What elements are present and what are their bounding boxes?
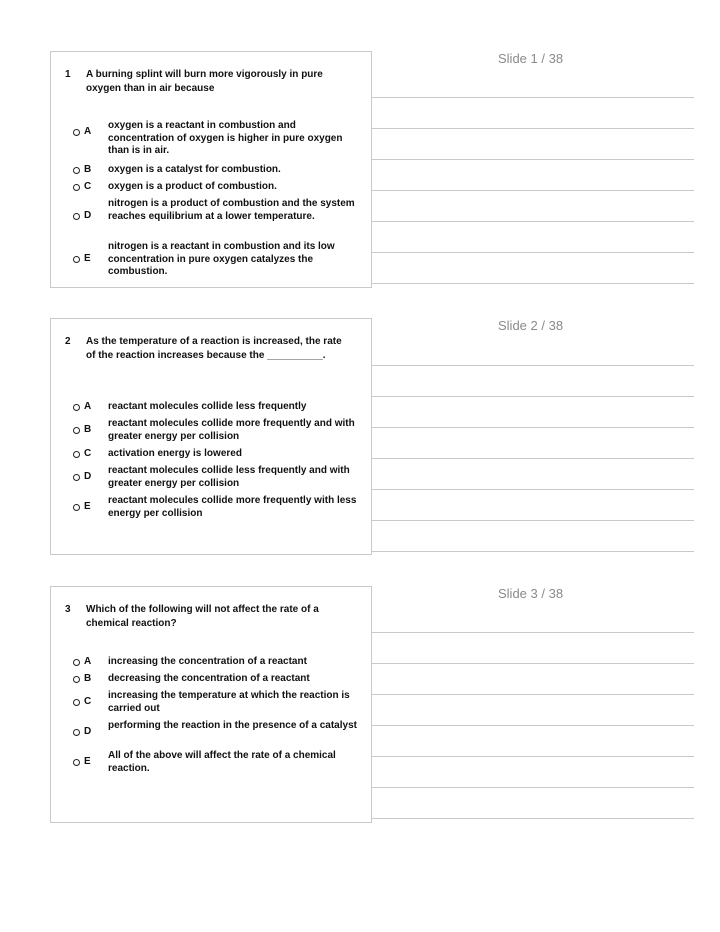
option-letter: E xyxy=(84,501,91,512)
note-line xyxy=(372,694,694,695)
option-text: activation energy is lowered xyxy=(108,448,242,459)
option-letter: A xyxy=(84,126,92,137)
option-text: oxygen is a product of combustion. xyxy=(108,181,277,192)
note-line xyxy=(372,396,694,397)
option-text: oxygen is a reactant in combustion and concentration of oxygen is higher in pure oxygen than is in air. xyxy=(108,120,343,156)
option-letter: E xyxy=(84,253,91,264)
option-text: performing the reaction in the presence of a catalyst xyxy=(108,720,357,731)
option-text: nitrogen is a reactant in combustion and its low concentration in pure oxygen catalyzes the combustion. xyxy=(108,241,335,277)
option-letter: A xyxy=(84,401,92,412)
note-line xyxy=(372,725,694,726)
radio-button-icon[interactable] xyxy=(73,451,80,458)
note-line xyxy=(372,190,694,191)
note-line xyxy=(372,787,694,788)
note-line xyxy=(372,221,694,222)
radio-button-icon[interactable] xyxy=(73,404,80,411)
radio-button-icon[interactable] xyxy=(73,659,80,666)
note-line xyxy=(372,520,694,521)
note-line xyxy=(372,458,694,459)
radio-button-icon[interactable] xyxy=(73,474,80,481)
option-letter: B xyxy=(84,424,92,435)
slide-label-3: Slide 3 / 38 xyxy=(498,586,564,601)
option-text: oxygen is a catalyst for combustion. xyxy=(108,164,281,175)
radio-button-icon[interactable] xyxy=(73,256,80,263)
option-letter: D xyxy=(84,210,92,221)
radio-button-icon[interactable] xyxy=(73,167,80,174)
radio-button-icon[interactable] xyxy=(73,427,80,434)
option-letter: D xyxy=(84,726,92,737)
question-text: Which of the following will not affect the rate of a chemical reaction? xyxy=(86,604,319,629)
option-letter: B xyxy=(84,164,92,175)
radio-button-icon[interactable] xyxy=(73,729,80,736)
option-text: decreasing the concentration of a reactant xyxy=(108,673,310,684)
option-text: reactant molecules collide more frequently and with greater energy per collision xyxy=(108,418,355,442)
option-letter: C xyxy=(84,181,92,192)
note-line xyxy=(372,365,694,366)
question-card-1 xyxy=(50,51,372,288)
note-line xyxy=(372,818,694,819)
radio-button-icon[interactable] xyxy=(73,129,80,136)
question-card-3 xyxy=(50,586,372,823)
question-text: As the temperature of a reaction is increased, the rate of the reaction increases because the __________. xyxy=(86,336,342,361)
question-number: 1 xyxy=(65,69,71,80)
option-text: reactant molecules collide less frequently and with greater energy per collision xyxy=(108,465,350,489)
note-line xyxy=(372,632,694,633)
radio-button-icon[interactable] xyxy=(73,676,80,683)
note-line xyxy=(372,97,694,98)
radio-button-icon[interactable] xyxy=(73,213,80,220)
slide-label-2: Slide 2 / 38 xyxy=(498,318,564,333)
option-letter: D xyxy=(84,471,92,482)
question-text: A burning splint will burn more vigorously in pure oxygen than in air because xyxy=(86,69,323,94)
slide-label-1: Slide 1 / 38 xyxy=(498,51,564,66)
radio-button-icon[interactable] xyxy=(73,699,80,706)
option-letter: C xyxy=(84,448,92,459)
note-line xyxy=(372,551,694,552)
note-line xyxy=(372,252,694,253)
option-letter: E xyxy=(84,756,91,767)
radio-button-icon[interactable] xyxy=(73,504,80,511)
option-letter: C xyxy=(84,696,92,707)
option-text: increasing the concentration of a reactant xyxy=(108,656,307,667)
note-line xyxy=(372,159,694,160)
note-line xyxy=(372,427,694,428)
radio-button-icon[interactable] xyxy=(73,184,80,191)
option-text: All of the above will affect the rate of a chemical reaction. xyxy=(108,750,336,774)
option-letter: A xyxy=(84,656,92,667)
option-text: nitrogen is a product of combustion and the system reaches equilibrium at a lower temperature. xyxy=(108,198,355,222)
option-letter: B xyxy=(84,673,92,684)
question-number: 2 xyxy=(65,336,71,347)
note-line xyxy=(372,283,694,284)
radio-button-icon[interactable] xyxy=(73,759,80,766)
option-text: reactant molecules collide more frequently with less energy per collision xyxy=(108,495,357,519)
question-number: 3 xyxy=(65,604,71,615)
note-line xyxy=(372,663,694,664)
note-line xyxy=(372,489,694,490)
option-text: increasing the temperature at which the reaction is carried out xyxy=(108,690,350,714)
question-card-2 xyxy=(50,318,372,555)
note-line xyxy=(372,128,694,129)
option-text: reactant molecules collide less frequently xyxy=(108,401,307,412)
note-line xyxy=(372,756,694,757)
